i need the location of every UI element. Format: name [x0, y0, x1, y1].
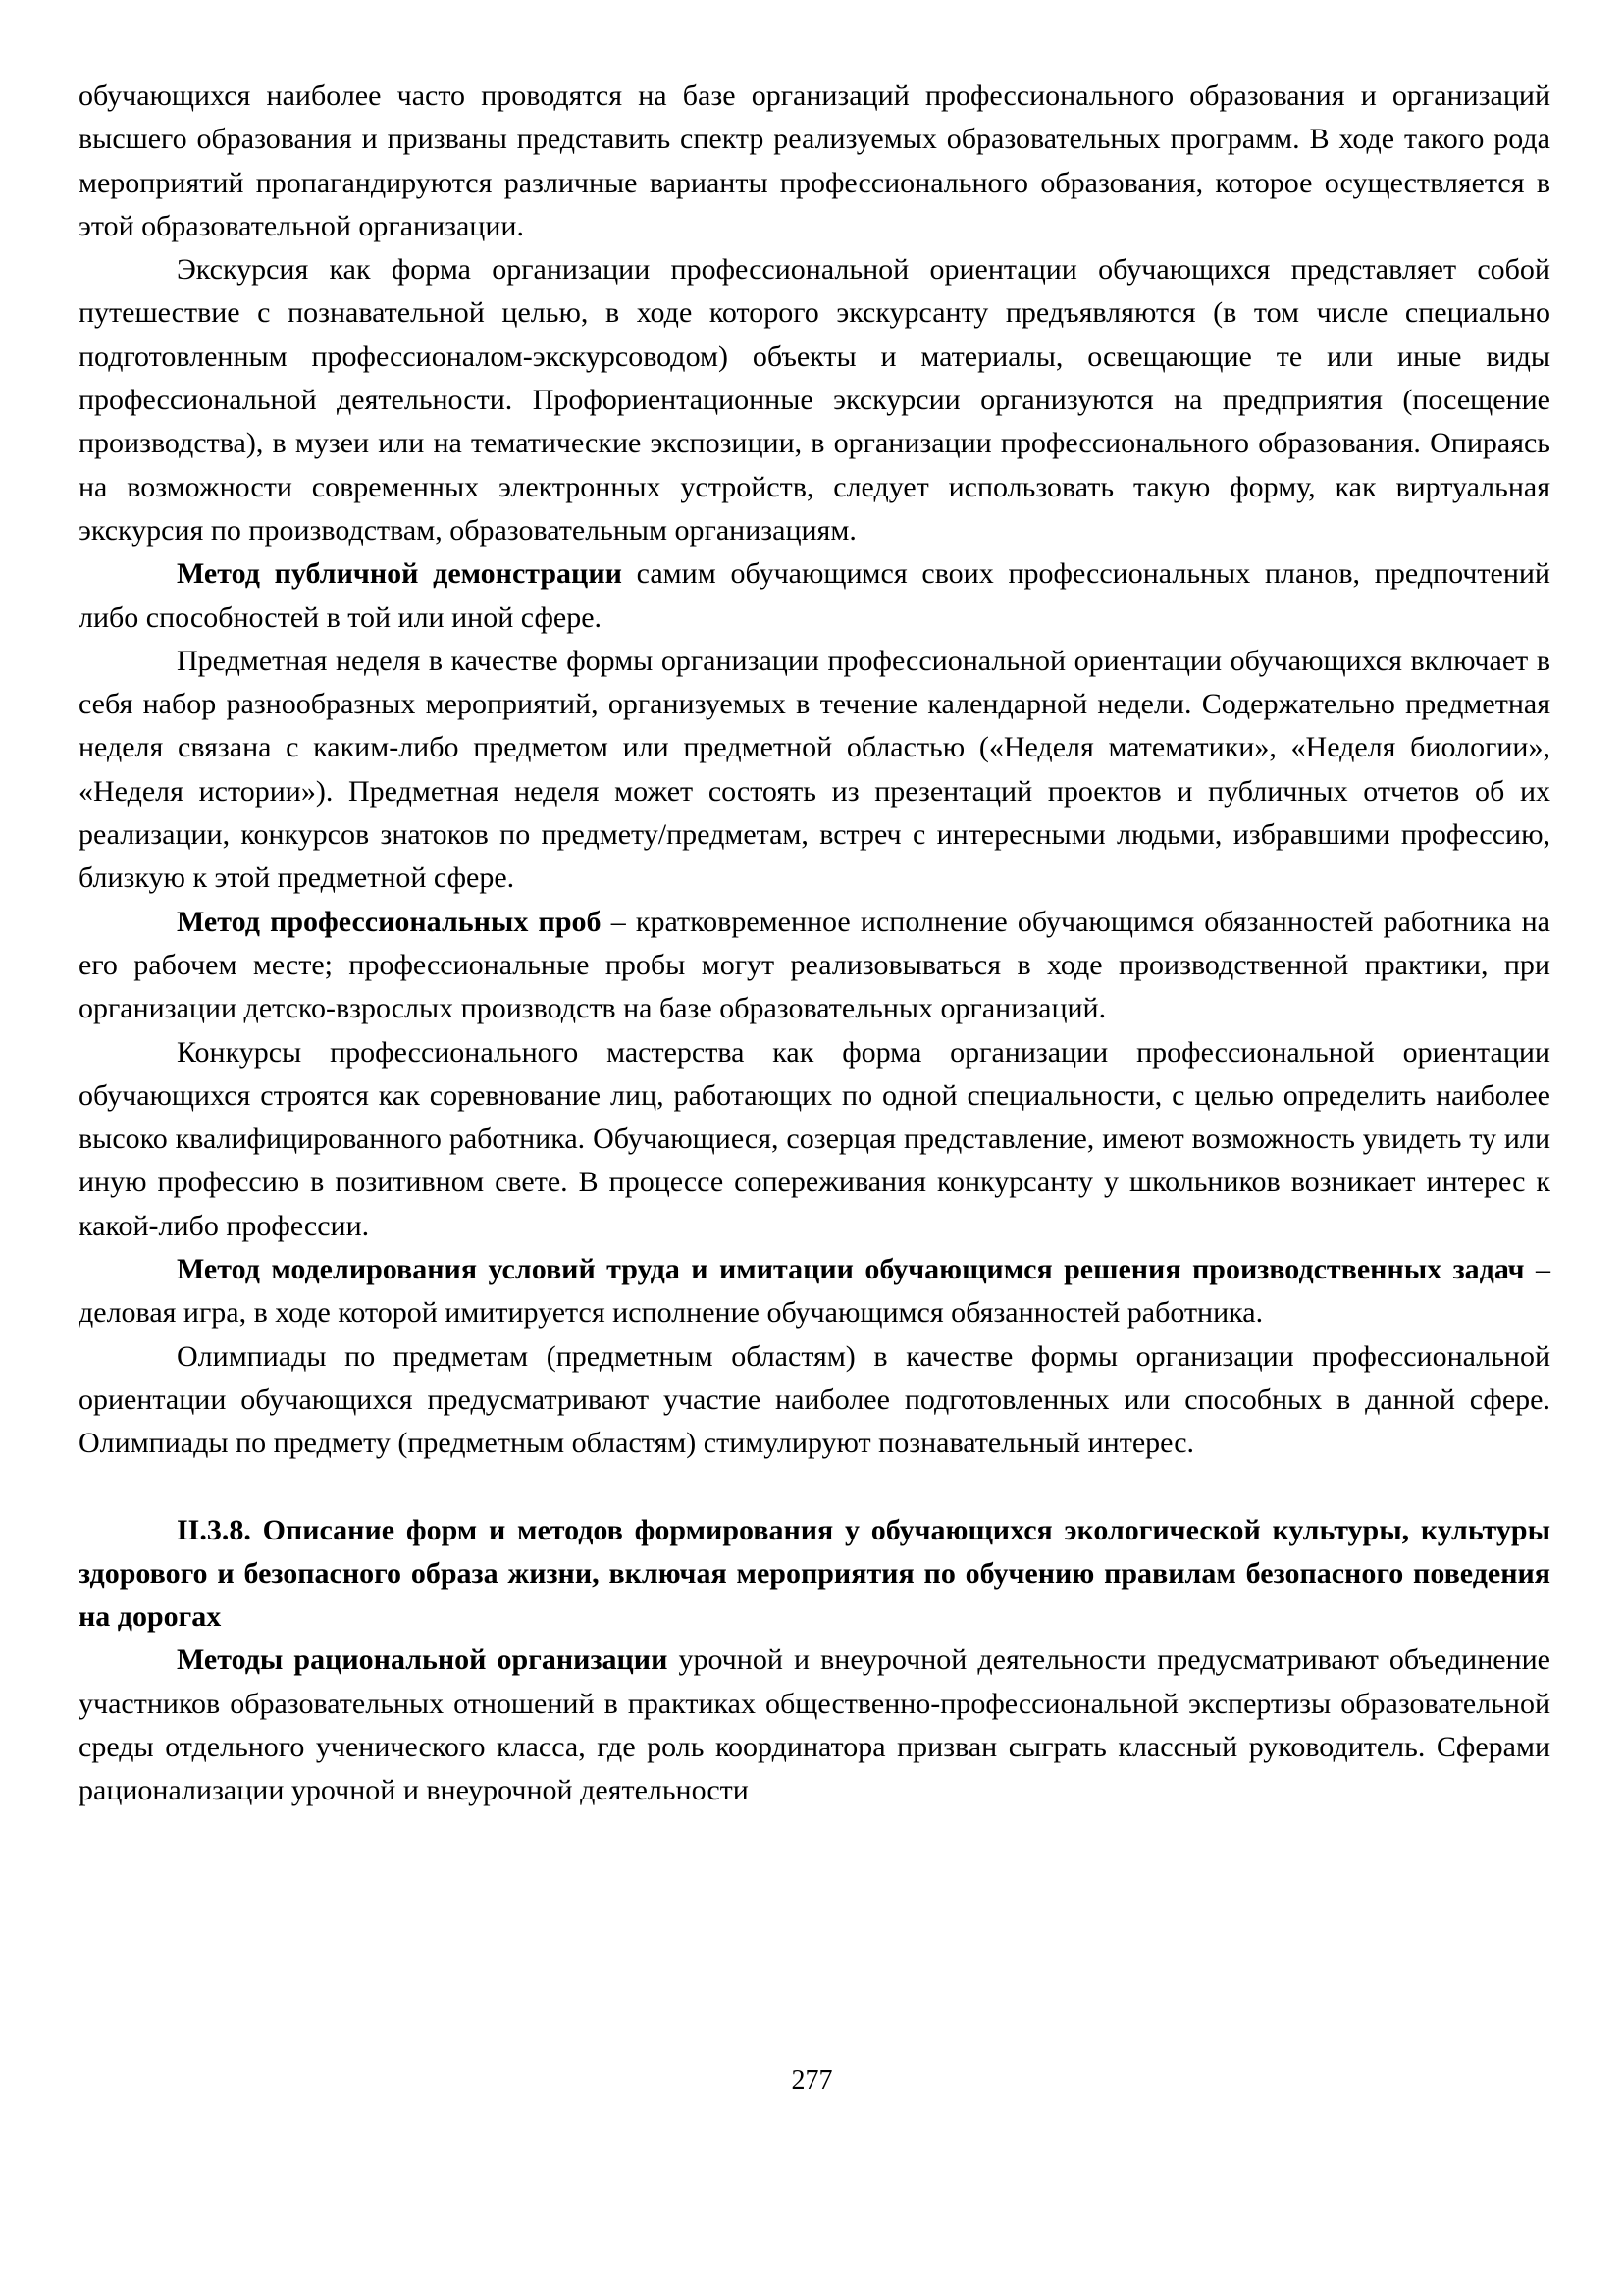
paragraph-text: Предметная неделя в качестве формы организации профессиональной ориентации обучающихся включает в себя набор разнообразных мероприятий, организуемых в течение календарной недели. Содержательно предметная неделя связана с каким-либо предметом или предметной областью («Неделя математики», «Неделя биологии», «Неделя истории»). Предметная неделя может состоять из презентаций проектов и публичных отчетов об их реализации, конкурсов знатоков по предмету/предметам, встреч с интересными людьми, избравшими профессию, близкую к этой предметной сфере. [79, 644, 1550, 895]
final-paragraph [79, 1639, 1550, 1812]
paragraph-text: самим обучающимся своих профессиональных планов, предпочтений либо способностей в той или иной сфере. [79, 557, 1550, 634]
paragraph [79, 1248, 1550, 1335]
paragraph-bold-lead: Метод моделирования условий труда и имитации обучающимся решения производственных задач [177, 1253, 1525, 1286]
paragraph-bold-lead: Методы рациональной организации [177, 1643, 668, 1677]
paragraph [79, 1335, 1550, 1466]
paragraph [79, 75, 1550, 248]
paragraph-text: Конкурсы профессионального мастерства как форма организации профессиональной ориентации обучающихся строятся как соревнование лиц, работающих по одной специальности, с целью определить наиболее высоко квалифицированного работника. Обучающиеся, созерцая представление, имеют возможность увидеть ту или иную профессию в позитивном свете. В процессе сопереживания конкурсанту у школьников возникает интерес к какой-либо профессии. [79, 1035, 1550, 1242]
paragraph-text: обучающихся наиболее часто проводятся на базе организаций профессионального образования и организаций высшего образования и призваны представить спектр реализуемых образовательных программ. В ходе такого рода мероприятий пропагандируются различные варианты профессионального образования, которое осуществляется в этой образовательной организации. [79, 79, 1550, 242]
page-number: 277 [791, 2065, 833, 2096]
paragraph-text: – кратковременное исполнение обучающимся обязанностей работника на его рабочем месте; профессиональные пробы могут реализовываться в ходе производственной практики, при организации детско-взрослых производств на базе образовательных организаций. [79, 905, 1550, 1025]
document-page [79, 75, 1550, 1813]
paragraph-text: урочной и внеурочной деятельности предусматривают объединение участников образовательных отношений в практиках общественно-профессиональной экспертизы образовательной среды отдельного ученического класса, где роль координатора призван сыграть классный руководитель. Сферами рационализации урочной и внеурочной деятельности [79, 1643, 1550, 1807]
paragraph-text: Олимпиады по предметам (предметным областям) в качестве формы организации профессиональной ориентации обучающихся предусматривают участие наиболее подготовленных или способных в данной сфере. Олимпиады по предмету (предметным областям) стимулируют познавательный интерес. [79, 1339, 1550, 1460]
paragraph-bold-lead: Метод публичной демонстрации [177, 557, 622, 591]
paragraph [79, 640, 1550, 901]
section-heading: II.3.8. Описание форм и методов формирования у обучающихся экологической культуры, культуры здорового и безопасного образа жизни, включая мероприятия по обучению правилам безопасного поведения на дорогах [79, 1513, 1550, 1634]
body-text [79, 75, 1550, 1466]
paragraph [79, 552, 1550, 640]
paragraph-bold-lead: Метод профессиональных проб [177, 905, 602, 938]
paragraph [79, 1031, 1550, 1248]
paragraph-text: Экскурсия как форма организации профессиональной ориентации обучающихся представляет собой путешествие с познавательной целью, в ходе которого экскурсанту предъявляются (в том числе специально подготовленным профессионалом-экскурсоводом) объекты и материалы, освещающие те или иные виды профессиональной деятельности. Профориентационные экскурсии организуются на предприятия (посещение производства), в музеи или на тематические экспозиции, в организации профессионального образования. Опираясь на возможности современных электронных устройств, следует использовать такую форму, как виртуальная экскурсия по производствам, образовательным организациям. [79, 253, 1550, 547]
paragraph [79, 901, 1550, 1031]
paragraph [79, 248, 1550, 552]
paragraph-text: – деловая игра, в ходе которой имитируется исполнение обучающимся обязанностей работника. [79, 1253, 1550, 1330]
